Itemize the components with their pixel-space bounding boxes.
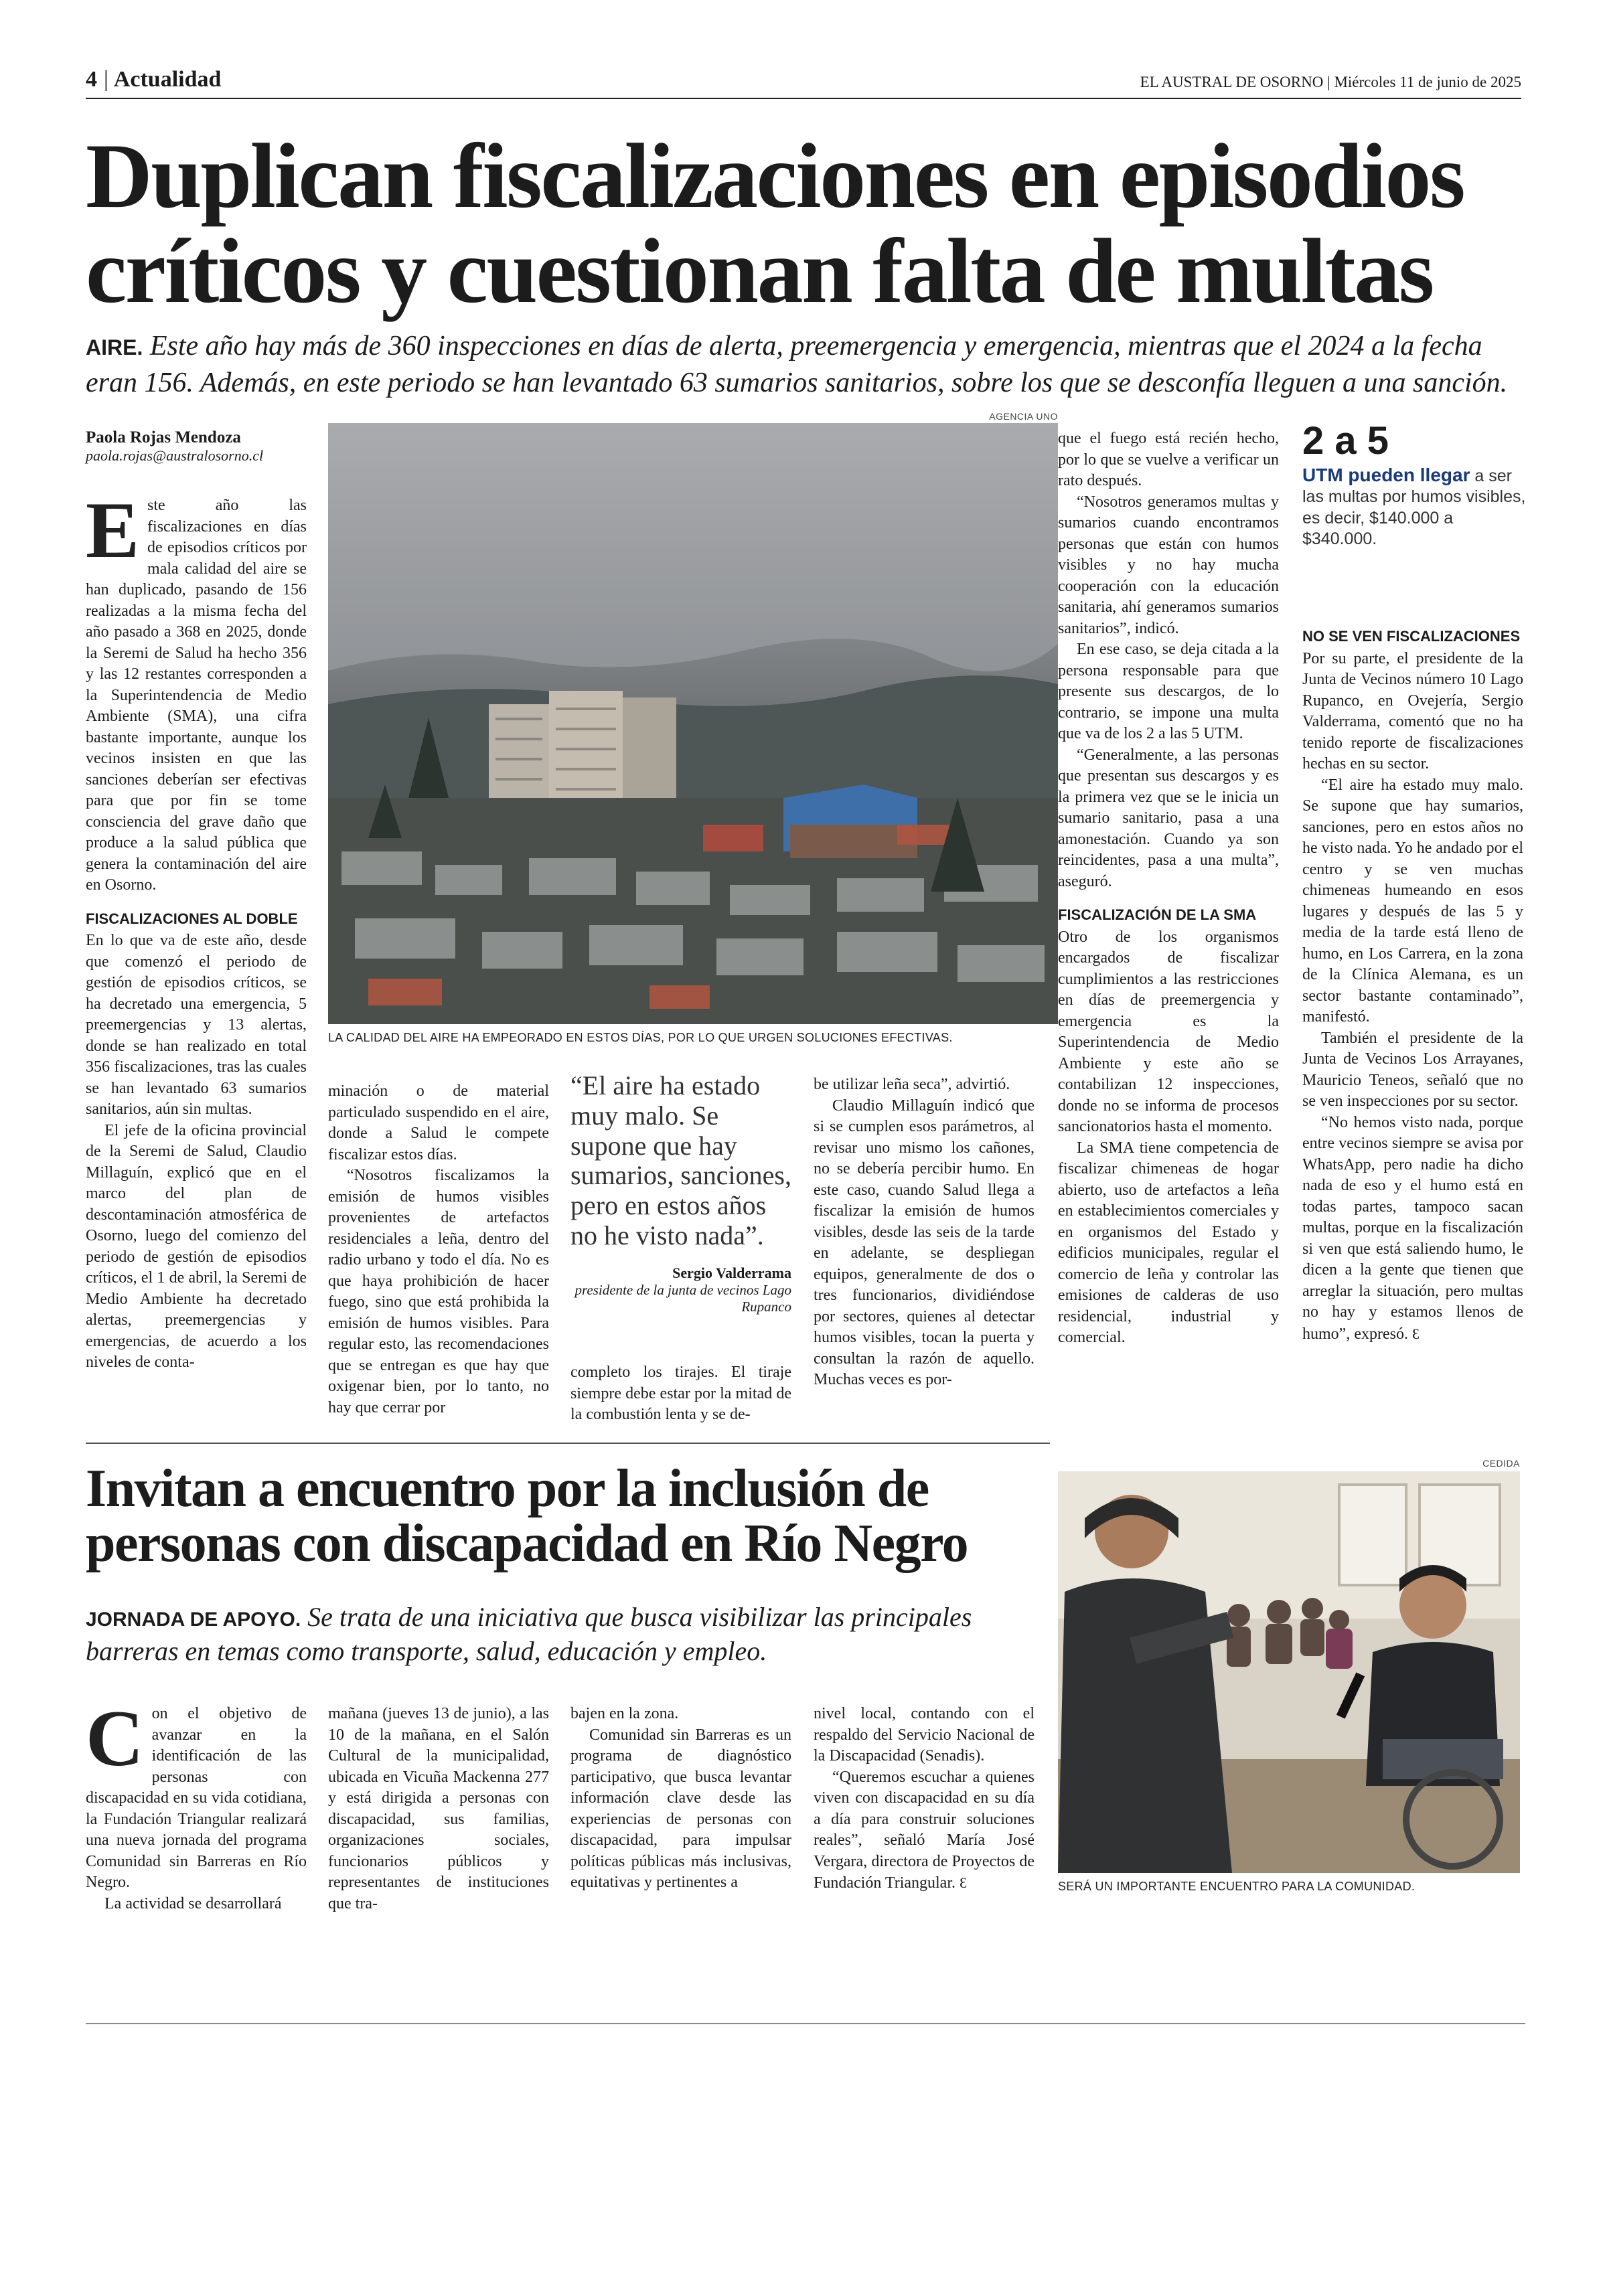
paragraph: bajen en la zona. [570, 1705, 679, 1722]
article1-column-6 [1302, 626, 1523, 1345]
stat-box [1302, 418, 1530, 550]
paragraph: En ese caso, se deja citada a la persona responsable para que presente sus descargos, de lo contrario, se impone una multa que va de los 2 a las 5 UTM. [1058, 641, 1279, 742]
article1-headline: Duplican fiscalizaciones en episodios críticos y cuestionan falta de multas [86, 125, 1464, 323]
subhead: FISCALIZACIONES AL DOBLE [86, 910, 298, 927]
paragraph: “Queremos escuchar a quienes viven con discapacidad en su día a día para construir soluciones reales”, señaló María José Vergara, directora de Proyectos de Fundación Triangular. Ɛ [814, 1768, 1035, 1892]
article1-column-4 [814, 1074, 1035, 1391]
paragraph: completo los tirajes. El tiraje siempre debe estar por la mitad de la combustión lenta y se de- [570, 1364, 791, 1423]
article2-column-4 [814, 1704, 1035, 1894]
article2-headline: Invitan a encuentro por la inclusión de personas con discapacidad en Río Negro [86, 1459, 968, 1574]
paragraph: be utilizar leña seca”, advirtió. [814, 1076, 1010, 1093]
paragraph: Otro de los organismos encargados de fiscalizar cumplimientos a las restricciones en días de preemergencia y emergencia es la Superintendencia de Medio Ambiente y este año se contabilizan 12 inspecciones, donde no se informa de procesos sancionatorios hasta el momento. [1058, 928, 1279, 1135]
stat-text: a ser las multas por humos visibles, es decir, $140.000 a $340.000. [1302, 467, 1526, 548]
paragraph: El jefe de la oficina provincial de la Seremi de Salud, Claudio Millaguín, explicó que en el marco del plan de descontaminación atmosférica de Osorno, luego del comienzo del periodo de gestión de episodios críticos, el 1 de abril, la Seremi de Medio Ambiente ha decretado alertas, preemergencias y emergencias, de acuerdo a los niveles de conta- [86, 1121, 307, 1371]
stat-bold: UTM pueden llegar [1302, 465, 1470, 485]
article2-column-2 [328, 1704, 549, 1914]
paragraph: También el presidente de la Junta de Vecinos Los Arrayanes, Mauricio Teneos, señaló que no se ven inspecciones por su sector. [1302, 1029, 1523, 1110]
article2-column-3 [570, 1704, 791, 1894]
meeting-photo [1058, 1471, 1520, 1873]
article1-column-2 [328, 1081, 549, 1418]
paragraph: ste año las fiscalizaciones en días de episodios críticos por mala calidad del aire se han duplicado, pasando de 156 realizadas a la misma fecha del año pasado a 368 en 2025, donde la Seremi de Salud ha hecho 356 y las 12 restantes corresponden a la Superintendencia de Medio Ambiente (SMA), una cifra bastante importante, aunque los vecinos insisten en que las sanciones deberían ser efectivas para que por fin se tome consciencia del grave daño que produce a la salud pública que genera la contaminación del aire en Osorno. [86, 497, 307, 894]
pull-quote [570, 1071, 791, 1315]
photo-caption: LA CALIDAD DEL AIRE HA EMPEORADO EN ESTOS DÍAS, POR LO QUE URGEN SOLUCIONES EFECTIVAS. [328, 1031, 953, 1044]
newspaper-name: EL AUSTRAL DE OSORNO [1140, 74, 1324, 90]
paragraph: minación o de material particulado suspendido en el aire, donde a Salud le compete fiscalizar estos días. [328, 1082, 549, 1163]
stat-number: 2 a 5 [1302, 419, 1389, 463]
quote-author-role: presidente de la junta de vecinos Lago Rupanco [575, 1281, 791, 1315]
article2-subtitle-text: Se trata de una iniciativa que busca visibilizar las principales barreras en temas como transporte, salud, educación y empleo. [86, 1602, 972, 1667]
article1-column-5 [1058, 428, 1279, 1349]
paragraph: mañana (jueves 13 de junio), a las 10 de la mañana, en el Salón Cultural de la municipalidad, ubicada en Vicuña Mackenna 277 y está dirigida a personas con discapacidad, sus familias, organizaciones sociales, funcionarios públicos y representantes de instituciones que tra- [328, 1705, 549, 1912]
article1-column-3 [570, 1362, 791, 1426]
paragraph: Comunidad sin Barreras es un programa de diagnóstico participativo, que busca levantar información clave desde las experiencias de personas con discapacidad, para impulsar políticas públicas más inclusivas, equitativas y pertinentes a [570, 1726, 791, 1891]
page-bottom-rule [86, 2023, 1525, 2024]
masthead-date: EL AUSTRAL DE OSORNO | Miércoles 11 de junio de 2025 [1140, 74, 1521, 90]
paragraph: La SMA tiene competencia de fiscalizar chimeneas de hogar abierto, uso de artefactos a leña en establecimientos comerciales y en organismos del Estado y edificios municipales, regular el comercio de leña y controlar las emisiones de calderas de uso residencial, industrial y comercial. [1058, 1139, 1279, 1346]
photo-caption: SERÁ UN IMPORTANTE ENCUENTRO PARA LA COMUNIDAD. [1058, 1880, 1415, 1893]
author-email: paola.rojas@australosorno.cl [86, 447, 264, 464]
end-mark: Ɛ [1411, 1325, 1420, 1342]
article1-column-1 [86, 485, 307, 1374]
article1-subtitle [86, 328, 1525, 401]
photo-credit: CEDIDA [1482, 1458, 1520, 1469]
paragraph: “Nosotros fiscalizamos la emisión de humos visibles provenientes de artefactos residenciales a leña, dentro del radio urbano y todo el día. No es que haya prohibición de hacer fuego, sino que está prohibida la emisión de humos visibles. Para regular esto, las recomendaciones que se entregan es que hay que oxigenar bien, por lo tanto, no hay que cerrar por [328, 1167, 549, 1416]
page-number: 4 [86, 67, 97, 92]
photo-credit: AGENCIA UNO [989, 411, 1058, 422]
paragraph: “El aire ha estado muy malo. Se supone que hay sumarios, sanciones, pero en estos años no he visto nada. Yo he andado por el centro y se ven muchas chimeneas humeando en esos lugares y después de las 5 y media de la tarde está lleno de humo, en Los Carrera, en la zona de la Clínica Alemana, es un sector bastante contaminado”, manifestó. [1302, 776, 1523, 1026]
quote-text: “El aire ha estado muy malo. Se supone que hay sumarios, sanciones, pero en estos años no he visto nada”. [570, 1070, 791, 1250]
paragraph: “No hemos visto nada, porque entre vecinos siempre se avisa por WhatsApp, pero nadie ha dicho nada de eso y el humo está en todas partes, tampoco sacan multas, porque en la fiscalización si ven que está saliendo humo, le dicen a la gente que tienen que arreglar la situación, pero multas no hay y estamos llenos de humo”, expresó. Ɛ [1302, 1113, 1523, 1343]
paragraph: Claudio Millaguín indicó que si se cumplen esos parámetros, al revisar uno mismo los cañones, no se debería percibir humo. En este caso, cuando Salud llega a fiscalizar la emisión de humos visibles, desde las seis de la tarde en adelante, se despliegan equipos, generalmente de dos o tres funcionarios, dividiéndose por sectores, quienes al detectar humos visibles, tocan la puerta y consultan la razón de aquello. Muchas veces es por- [814, 1096, 1035, 1388]
page-header [86, 64, 1521, 99]
section-name: Actualidad [113, 67, 222, 92]
author-name: Paola Rojas Mendoza [86, 428, 241, 446]
paragraph: La actividad se desarrollará [104, 1894, 282, 1912]
article1-kicker: AIRE. [86, 335, 143, 359]
paragraph: nivel local, contando con el respaldo del Servicio Nacional de la Discapacidad (Senadis). [814, 1705, 1035, 1765]
paragraph: “Generalmente, a las personas que presentan sus descargos y es la primera vez que se le inicia un sumario sanitario, pasa a una amonestación. Cuando ya son reincidentes, pasa a una multa”, aseguró. [1058, 746, 1279, 890]
quote-author: Sergio Valderrama [672, 1264, 791, 1281]
article2-column-1 [86, 1694, 307, 1914]
paragraph: que el fuego está recién hecho, por lo que se vuelve a verificar un rato después. [1058, 430, 1279, 489]
section-label: 4 | Actualidad [86, 67, 222, 92]
end-mark: Ɛ [960, 1874, 968, 1891]
paragraph: on el objetivo de avanzar en la identificación de las personas con discapacidad en su vida cotidiana, la Fundación Triangular realizará una nueva jornada del programa Comunidad sin Barreras en Río Negro. [86, 1705, 307, 1891]
byline [86, 428, 320, 465]
dropcap: E [86, 485, 140, 574]
dropcap: C [86, 1694, 144, 1783]
paragraph: En lo que va de este año, desde que comenzó el periodo de gestión de episodios críticos, se ha decretado una emergencia, 5 preemergencias y 13 alertas, donde se han realizado en total 356 fiscalizaciones, tras las cuales se han levantado 63 sumarios sanitarios, aún sin multas. [86, 932, 307, 1118]
article1-subtitle-text: Este año hay más de 360 inspecciones en días de alerta, preemergencia y emergencia, mientras que el 2024 a la fecha eran 156. Además, en este periodo se han levantado 63 sumarios sanitarios, sobre los que se desconfía lleguen a una sanción. [86, 331, 1508, 398]
paragraph: Por su parte, el presidente de la Junta de Vecinos número 10 Lago Rupanco, en Ovejería, Sergio Valderrama, comentó que no ha tenido reporte de fiscalizaciones hechas en su sector. [1302, 649, 1523, 772]
subhead: FISCALIZACIÓN DE LA SMA [1058, 906, 1257, 923]
article2-kicker: JORNADA DE APOYO. [86, 1609, 301, 1631]
subhead: NO SE VEN FISCALIZACIONES [1302, 628, 1521, 645]
issue-date: Miércoles 11 de junio de 2025 [1334, 74, 1521, 90]
article-divider [86, 1443, 1050, 1444]
paragraph: “Nosotros generamos multas y sumarios cuando encontramos personas que están con humos visibles y no hay mucha cooperación con la educación sanitaria, ahí generamos sumarios sanitarios”, indicó. [1058, 493, 1279, 637]
city-smog-photo [328, 423, 1058, 1024]
article2-subtitle [86, 1600, 1023, 1668]
stat-description [1302, 463, 1530, 550]
